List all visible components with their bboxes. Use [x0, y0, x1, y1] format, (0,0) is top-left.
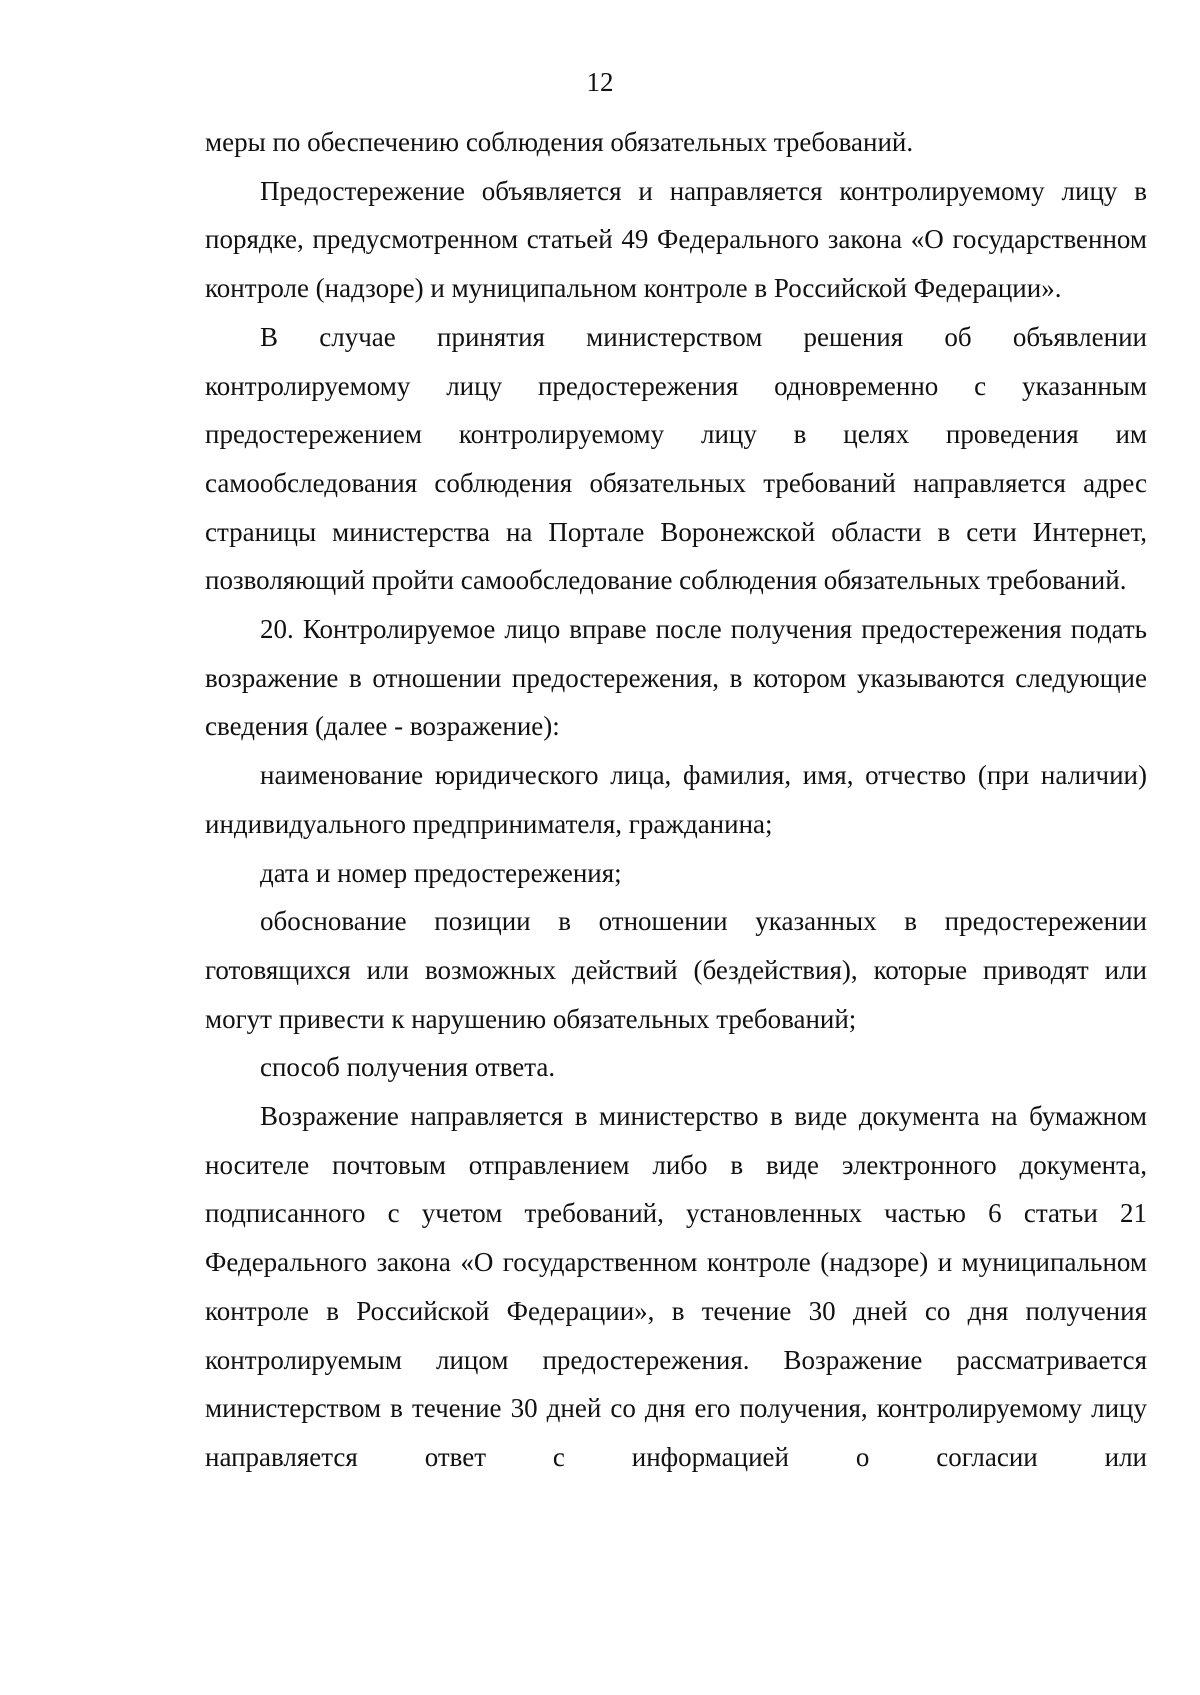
paragraph-objection-justification: обоснование позиции в отношении указанных в предостережении готовящихся или возможных действий (бездействия), которые приводят или могут привести к нарушению обязательных требований; — [205, 906, 1147, 1034]
paragraph-item-20: 20. Контролируемое лицо вправе после получения предостережения подать возражение в отношении предостережения, в котором указываются следующие сведения (далее - возражение): — [205, 614, 1147, 742]
paragraph-objection-name: наименование юридического лица, фамилия, имя, отчество (при наличии) индивидуального предпринимателя, гражданина; — [205, 760, 1147, 839]
paragraph-objection-submission: Возражение направляется в министерство в виде документа на бумажном носителе почтовым отправлением либо в виде электронного документа, подписанного с учетом требований, установленных частью 6 статьи 21 Федерального закона «О государственном контроле (надзоре) и муниципальном контроле в Российской Федерации», в течение 30 дней со дня получения контролируемым лицом предостережения. Возражение рассматривается министерством в течение 30 дней со дня его получения, контролируемому лицу направляется ответ с информацией о согласии или — [205, 1101, 1147, 1472]
paragraph-continuation: меры по обеспечению соблюдения обязательных требований. — [205, 127, 914, 157]
paragraph-objection-response-method: способ получения ответа. — [260, 1052, 556, 1083]
document-body — [205, 118, 1147, 1482]
paragraph-self-examination: В случае принятия министерством решения об объявлении контролируемому лицу предостережения одновременно с указанным предостережением контролируемому лицу в целях проведения им самообследования соблюдения обязательных требований направляется адрес страницы министерства на Портале Воронежской области в сети Интернет, позволяющий пройти самообследование соблюдения обязательных требований. — [205, 321, 1147, 596]
paragraph-warning-announcement: Предостережение объявляется и направляется контролируемому лицу в порядке, предусмотренном статьей 49 Федерального закона «О государственном контроле (надзоре) и муниципальном контроле в Российской Федерации». — [205, 175, 1147, 304]
page-number: 12 — [586, 67, 614, 97]
paragraph-objection-date: дата и номер предостережения; — [260, 857, 622, 888]
